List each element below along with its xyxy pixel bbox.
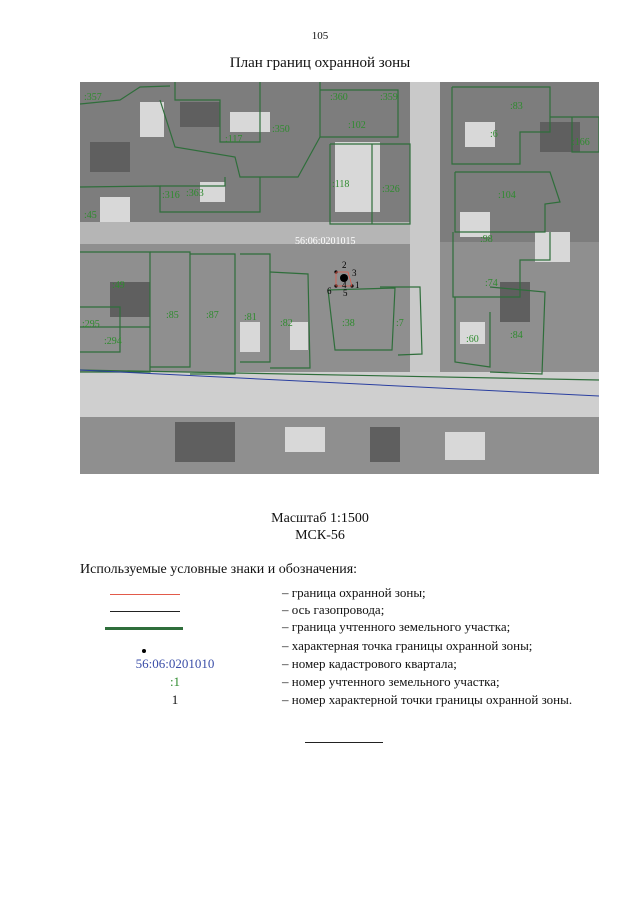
point-label: 2	[342, 260, 347, 270]
legend-text: – характерная точка границы охранной зоны;	[282, 638, 533, 653]
plot-label: :166	[572, 137, 590, 148]
plot-label: :295	[82, 319, 100, 330]
dot-symbol	[80, 638, 270, 655]
legend-text: – номер кадастрового квартала;	[282, 656, 457, 671]
legend-text: – номер учтенного земельного участка;	[282, 674, 500, 689]
black-line-symbol	[80, 602, 270, 619]
scale-text: Масштаб 1:1500	[271, 511, 369, 526]
point-label: 3	[352, 268, 357, 278]
plot-label: :350	[272, 124, 290, 135]
plot-label: :38	[342, 318, 355, 329]
plot-label: :87	[206, 310, 219, 321]
legend-item-plot-number	[80, 674, 600, 691]
plot-label: :363	[186, 188, 204, 199]
point-label: 4	[342, 280, 347, 290]
plot-label: :360	[330, 92, 348, 103]
quarter-code-label: 56:06:0201015	[295, 236, 356, 247]
plot-number-sample: :1	[169, 674, 181, 689]
map-canvas	[80, 82, 599, 474]
green-line-symbol	[80, 619, 270, 636]
point-number-sample: 1	[171, 692, 179, 707]
legend-item-pipeline-axis	[80, 602, 600, 619]
legend-text: – номер характерной точки границы охранной зоны.	[282, 692, 573, 707]
plot-label: :6	[490, 129, 498, 140]
legend-text: – граница учтенного земельного участка;	[282, 619, 511, 634]
page-title: План границ охранной зоны	[229, 55, 411, 71]
page-number: 105	[311, 30, 329, 42]
plot-label: :102	[348, 120, 366, 131]
plot-label: :357	[84, 92, 102, 103]
cadastral-map	[80, 82, 599, 474]
legend-item-point	[80, 638, 600, 655]
plot-label: :104	[498, 190, 516, 201]
legend-item-zone-boundary	[80, 585, 600, 602]
legend-text: – ось газопровода;	[282, 602, 385, 617]
plot-label: :326	[382, 184, 400, 195]
legend-text: – граница охранной зоны;	[282, 585, 426, 600]
footer-divider	[305, 742, 383, 743]
plot-label: :84	[510, 330, 523, 341]
plot-label: :98	[480, 234, 493, 245]
quarter-code-sample: 56:06:0201010	[135, 656, 215, 671]
legend-item-plot-boundary	[80, 619, 600, 636]
plot-label: :359	[380, 92, 398, 103]
plot-label: :49	[112, 280, 125, 291]
plot-label: :7	[396, 318, 404, 329]
legend-title: Используемые условные знаки и обозначения:	[80, 562, 358, 577]
plot-label: :83	[510, 101, 523, 112]
plot-label: :117	[225, 134, 243, 145]
plot-label: :45	[84, 210, 97, 221]
plot-label: :85	[166, 310, 179, 321]
plot-label: :118	[332, 179, 350, 190]
plot-label: :81	[244, 312, 257, 323]
coordinate-system: МСК-56	[295, 528, 345, 543]
plot-label: :294	[104, 336, 122, 347]
plot-label: :82	[280, 318, 293, 329]
plot-label: :60	[466, 334, 479, 345]
legend-item-quarter	[80, 656, 600, 673]
scale-block	[0, 510, 640, 544]
point-label: 6	[327, 286, 332, 296]
plot-label: :316	[162, 190, 180, 201]
point-label: 1	[355, 280, 360, 290]
plot-label: :74	[485, 278, 498, 289]
point-label: 5	[343, 288, 348, 298]
red-line-symbol	[80, 585, 270, 602]
legend-item-point-number	[80, 692, 600, 709]
